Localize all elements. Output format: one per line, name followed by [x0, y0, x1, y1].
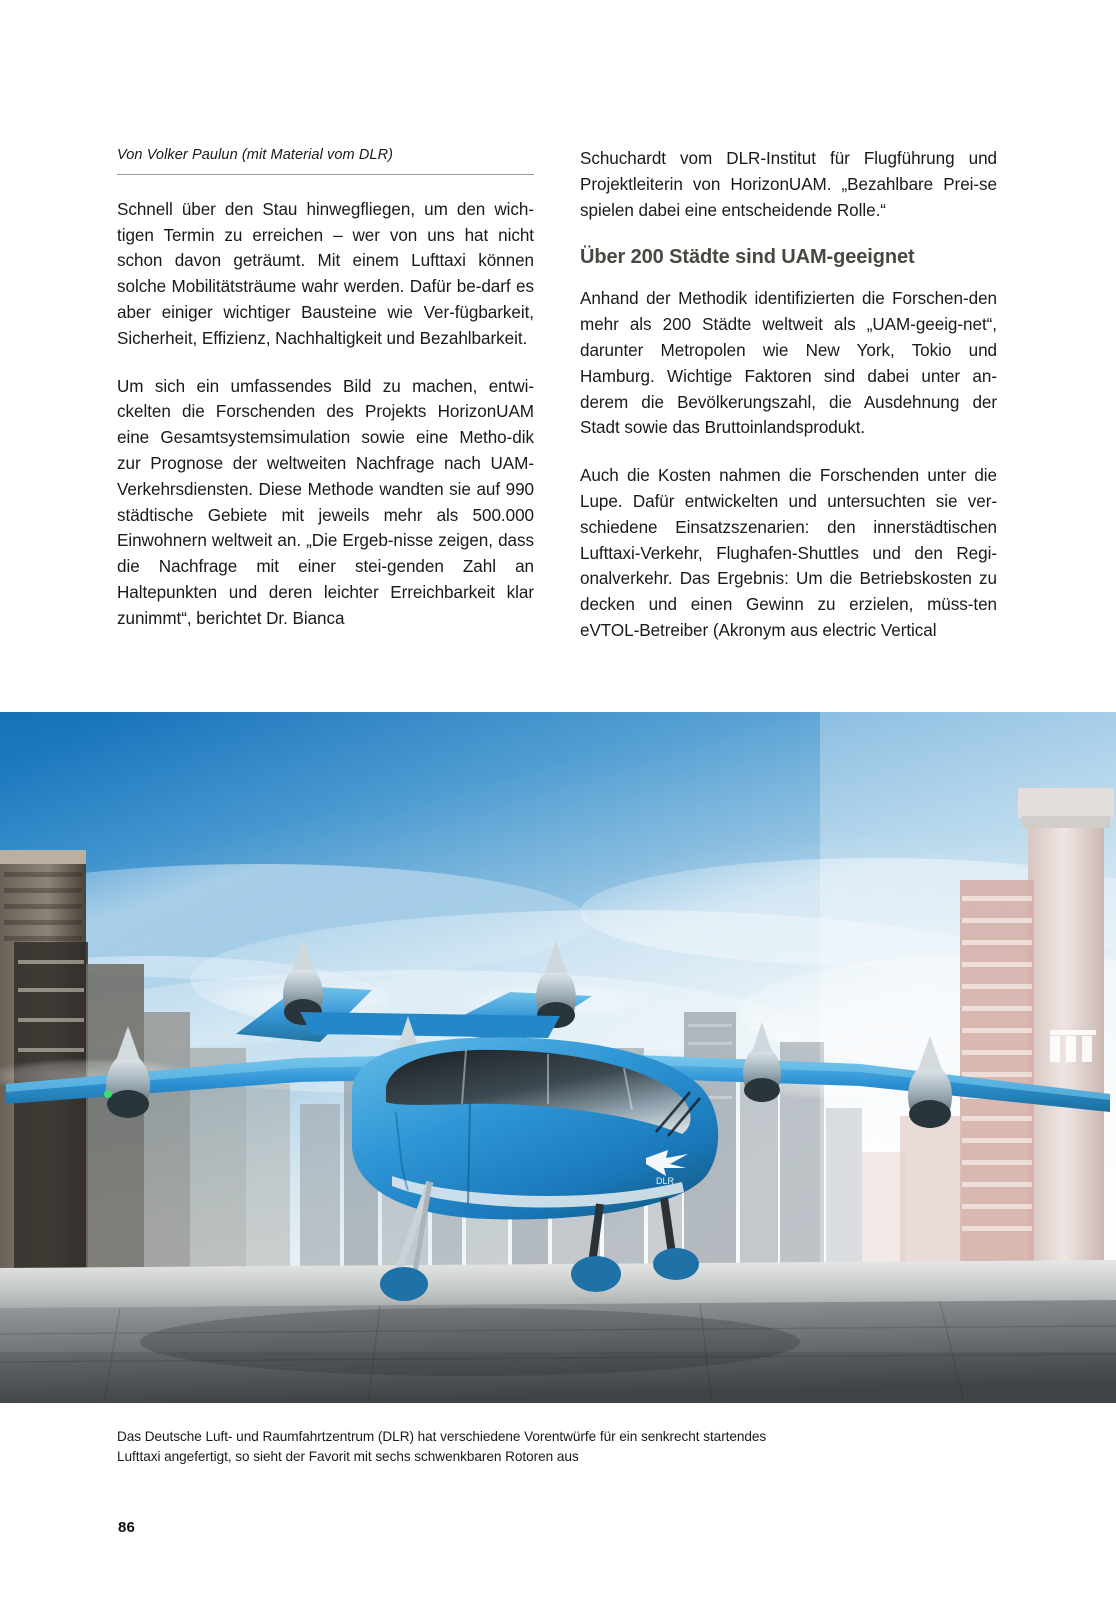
right-paragraph-3: Auch die Kosten nahmen die Forschenden unter die Lupe. Dafür entwickelten und untersuchten sie ver-schiedene Einsatzszenarien: den innerstädtischen Lufttaxi-Verkehr, Flughafen-Shuttles und den Regi-onalverkehr. Das Ergebnis: Um die Betriebskosten zu decken und einen Gewinn zu erzielen, müss-ten eVTOL-Betreiber (Akronym aus electric Vertical — [580, 466, 997, 640]
article-byline: Von Volker Paulun (mit Material vom DLR) — [117, 147, 394, 163]
evtol-photo — [0, 712, 1116, 1403]
left-column — [117, 146, 534, 666]
section-subheading: Über 200 Städte sind UAM-geeignet — [580, 246, 915, 269]
right-column — [580, 146, 997, 666]
svg-text:DLR: DLR — [656, 1176, 675, 1186]
caption-line-1: Das Deutsche Luft- und Raumfahrtzentrum (DLR) hat verschiedene Vorentwürfe für ein senkrecht startendes — [117, 1429, 767, 1444]
caption-line-2: Lufttaxi angefertigt, so sieht der Favorit mit sechs schwenkbaren Rotoren aus — [117, 1449, 579, 1464]
wheel-left — [380, 1267, 428, 1301]
left-paragraph-2: Um sich ein umfassendes Bild zu machen, entwi-ckelten die Forschenden des Projekts HorizonUAM eine Gesamtsystemsimulation sowie eine Metho-dik zur Prognose der weltweiten Nachfrage nach UAM-Verkehrsdiensten. Diese Methode wandten sie auf 990 städtische Gebiete mit jeweils mehr als 500.000 Einwohnern weltweit an. „Die Ergeb-nisse zeigen, dass die Nachfrage mit einer stei-genden Zahl an Haltepunkten und deren leichter Erreichbarkeit klar zunimmt“, berichtet Dr. Bianca — [117, 376, 534, 628]
figure-caption — [117, 1427, 977, 1467]
right-paragraph-1: Schuchardt vom DLR-Institut für Flugführung und Projektleiterin von HorizonUAM. „Bezahlbare Prei-se spielen dabei eine entscheidende Rolle.“ — [580, 149, 997, 220]
wheel-center — [571, 1256, 621, 1292]
evtol-photo-illustration — [0, 712, 1116, 1403]
right-paragraph-2: Anhand der Methodik identifizierten die Forschen-den mehr als 200 Städte weltweit als „UAM-geeig-net“, darunter Metropolen wie New York, Tokio und Hamburg. Wichtige Faktoren sind dabei unter an-derem die Bevölkerungszahl, die Ausdehnung der Stadt sowie das Bruttoinlandsprodukt. — [580, 289, 997, 438]
byline-divider — [117, 174, 534, 175]
page-number: 86 — [118, 1519, 136, 1536]
wheel-right — [653, 1248, 699, 1280]
left-paragraph-1: Schnell über den Stau hinwegfliegen, um den wich-tigen Termin zu erreichen – wer von uns hat nicht schon davon geträumt. Mit einem Lufttaxi können solche Mobilitätsträume wahr werden. Dafür be-darf es aber einiger wichtiger Bausteine wie Ver-fügbarkeit, Sicherheit, Effizienz, Nachhaltigkeit und Bezahlbarkeit. — [117, 199, 534, 348]
article-text-area — [117, 146, 998, 666]
